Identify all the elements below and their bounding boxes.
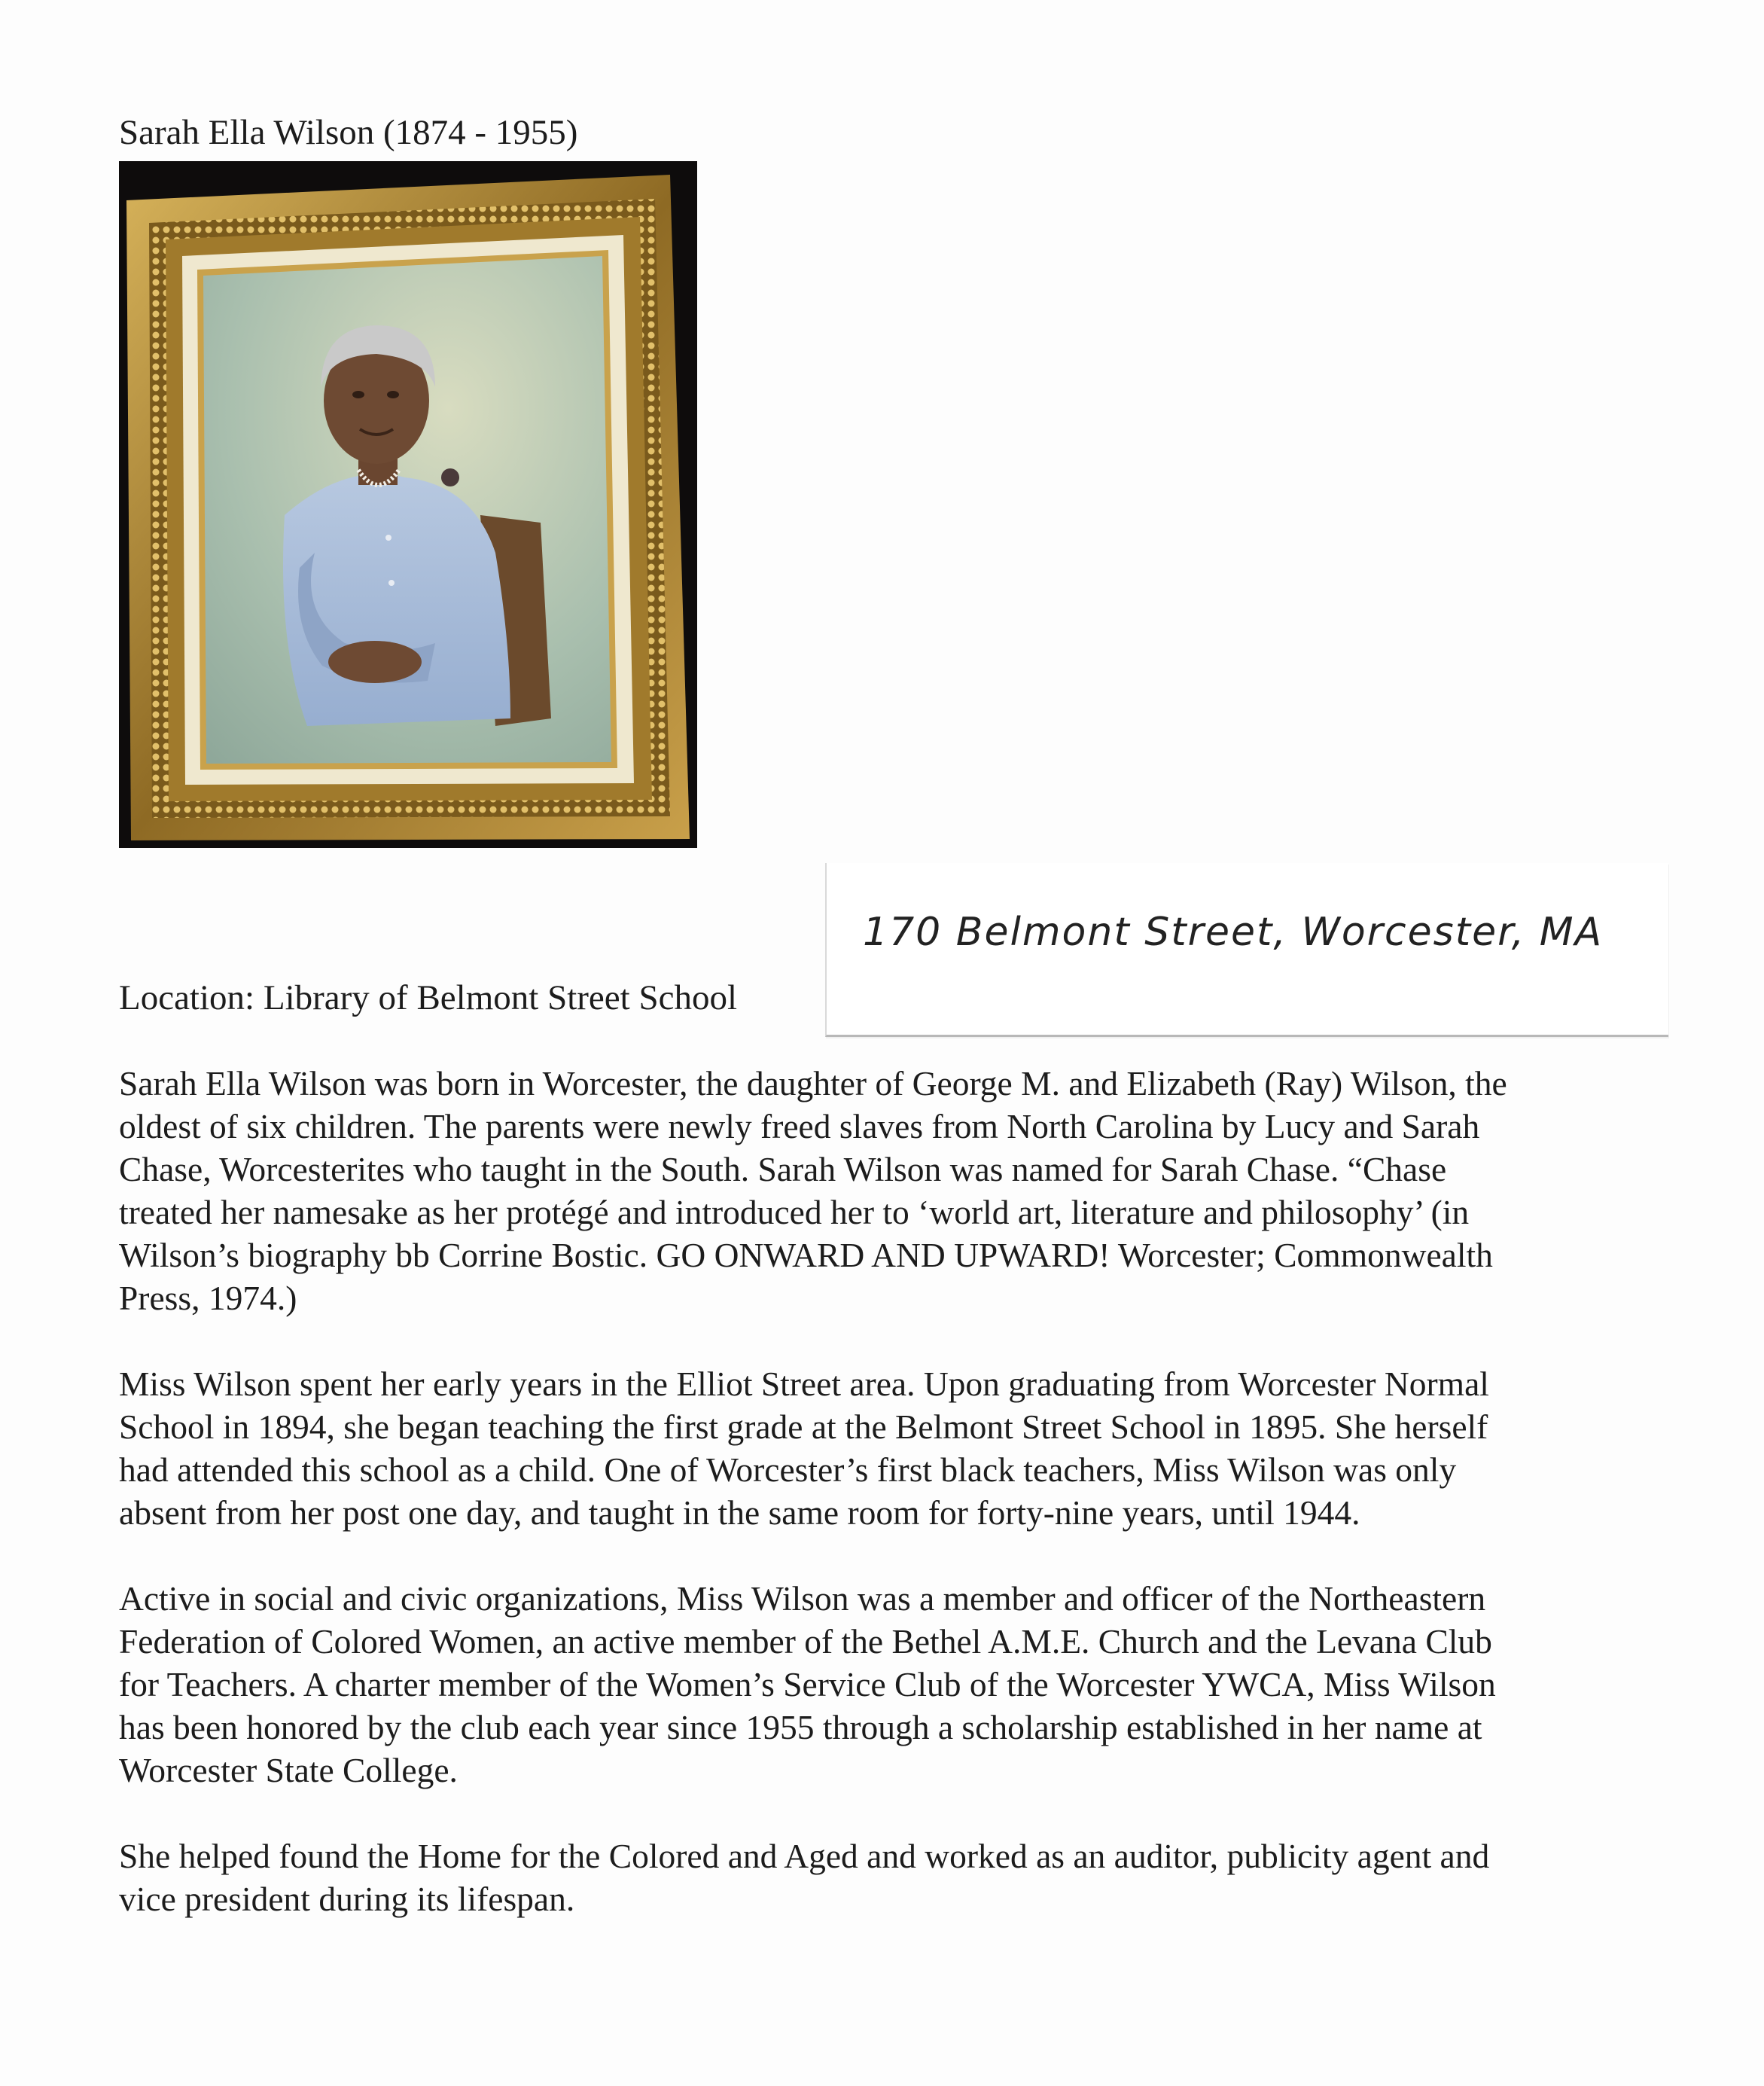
portrait-title: Sarah Ella Wilson (1874 - 1955) (119, 113, 578, 152)
framed-portrait-photo (119, 161, 697, 848)
handwritten-address-note (825, 863, 1668, 1037)
handwritten-address-text: 170 Belmont Street, Worcester, MA (863, 910, 1604, 955)
biography-paragraph: Active in social and civic organizations, Miss Wilson was a member and officer of the Northeastern Federation of Colored Women, an active member of the Bethel A.M.E. Church and the Levana Club for Teachers. A charter member of the Women’s Service Club of the Worcester YWCA, Miss Wilson has been honored by the club each year since 1955 through a scholarship established in her name at Worcester State College. (119, 1579, 1496, 1789)
biography-text (119, 1062, 1534, 1963)
biography-paragraph: Miss Wilson spent her early years in the Elliot Street area. Upon graduating from Worcester Normal School in 1894, she began teaching the first grade at the Belmont Street School in 1895. She herself had attended this school as a child. One of Worcester’s first black teachers, Miss Wilson was only absent from her post one day, and taught in the same room for forty-nine years, until 1944. (119, 1365, 1489, 1532)
location-caption: Location: Library of Belmont Street School (119, 978, 738, 1017)
biography-paragraph: Sarah Ella Wilson was born in Worcester, the daughter of George M. and Elizabeth (Ray) Wilson, the oldest of six children. The parents were newly freed slaves from North Carolina by Lucy and Sarah Chase, Worcesterites who taught in the South. Sarah Wilson was named for Sarah Chase. “Chase treated her namesake as her protégé and introduced her to ‘world art, literature and philosophy’ (in Wilson’s biography bb Corrine Bostic. GO ONWARD AND UPWARD! Worcester; Commonwealth Press, 1974.) (119, 1064, 1507, 1317)
biography-paragraph: She helped found the Home for the Colored and Aged and worked as an auditor, publicity agent and vice president during its lifespan. (119, 1837, 1490, 1918)
